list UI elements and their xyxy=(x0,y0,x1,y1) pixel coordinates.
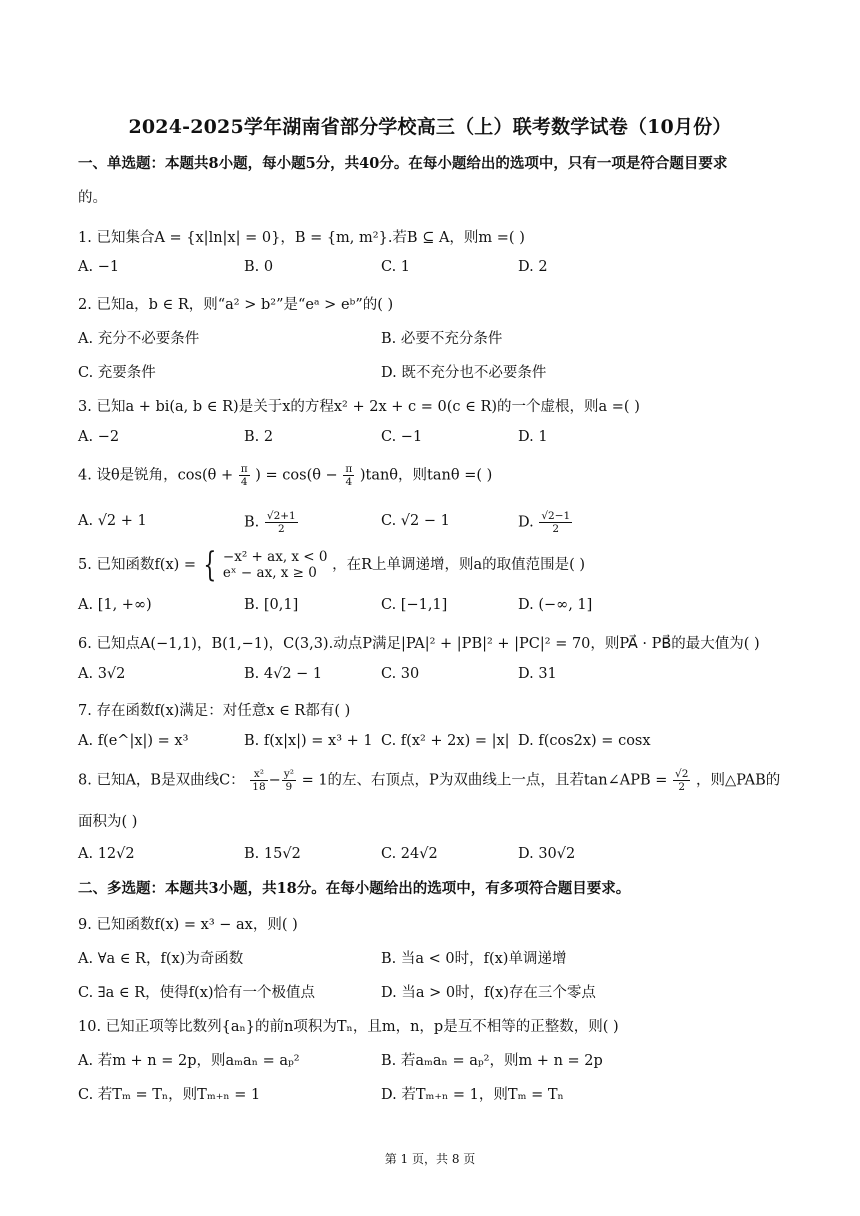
option-a: A. 若m + n = 2p，则aₘaₙ = aₚ² xyxy=(78,1053,300,1069)
option-a: A. ∀a ∈ R，f(x)为奇函数 xyxy=(78,951,244,967)
question-5-text-post: ，在R上单调递增，则a的取值范围是( ) xyxy=(332,557,586,573)
fraction-pi-over-4 xyxy=(343,463,354,488)
fraction-numerator: π xyxy=(240,463,248,475)
fraction-pi-over-4 xyxy=(239,463,250,488)
question-10-options-row1 xyxy=(78,1049,788,1073)
question-8-text-pre: 8. 已知A，B是双曲线C： xyxy=(78,772,245,789)
option-c: C. f(x² + 2x) = |x| xyxy=(381,733,510,749)
question-2-options-row2 xyxy=(78,361,788,385)
question-10: 10. 已知正项等比数列{aₙ}的前n项积为Tₙ，且m，n，p是互不相等的正整数，则( ) xyxy=(78,1019,619,1035)
question-1-options xyxy=(78,259,788,283)
option-b: B. [0,1] xyxy=(244,597,299,613)
question-2-options-row1 xyxy=(78,327,788,351)
option-b: B. 0 xyxy=(244,259,274,275)
fraction-denominator: 9 xyxy=(285,781,293,793)
fraction-numerator: √2−1 xyxy=(541,510,571,522)
question-4-options xyxy=(78,510,788,540)
option-b: B. 若aₘaₙ = aₚ²，则m + n = 2p xyxy=(381,1053,603,1069)
option-d: D. 若Tₘ₊ₙ = 1，则Tₘ = Tₙ xyxy=(381,1087,564,1103)
option-d-fraction xyxy=(539,510,572,535)
fraction-y2-over-9 xyxy=(282,768,296,793)
option-a: A. 12√2 xyxy=(78,846,135,862)
question-10-options-row2 xyxy=(78,1083,788,1107)
option-d xyxy=(518,510,573,535)
option-a: A. f(e^|x|) = x³ xyxy=(78,733,189,749)
question-8-text-post: ，则△PAB的 xyxy=(696,772,781,789)
question-5-options xyxy=(78,597,788,621)
fraction-denominator: 2 xyxy=(277,523,285,535)
option-b: B. f(x|x|) = x³ + 1 xyxy=(244,733,373,749)
page-title: 2024-2025学年湖南省部分学校高三（上）联考数学试卷（10月份） xyxy=(128,116,732,138)
question-8-text-mid: = 1的左、右顶点，P为双曲线上一点，且若tan∠APB = xyxy=(301,772,668,789)
question-8-options xyxy=(78,846,788,870)
fraction-denominator: 4 xyxy=(240,476,248,488)
option-c: C. [−1,1] xyxy=(381,597,448,613)
fraction-denominator: 4 xyxy=(345,476,353,488)
piecewise-cases xyxy=(223,549,328,581)
option-c: C. 1 xyxy=(381,259,411,275)
question-3: 3. 已知a + bi(a, b ∈ R)是关于x的方程x² + 2x + c = 0(c ∈ R)的一个虚根，则a =( ) xyxy=(78,399,640,415)
case-2: eˣ − ax, x ≥ 0 xyxy=(222,565,317,581)
option-a: A. −2 xyxy=(78,429,120,445)
option-b: B. 必要不充分条件 xyxy=(381,331,503,347)
case-1: −x² + ax, x < 0 xyxy=(222,549,328,565)
fraction-numerator: √2+1 xyxy=(266,510,296,522)
fraction-numerator: π xyxy=(345,463,353,475)
question-7: 7. 存在函数f(x)满足：对任意x ∈ R都有( ) xyxy=(78,703,351,719)
option-b: B. 4√2 − 1 xyxy=(244,666,323,682)
section-single-choice-heading: 一、单选题：本题共8小题，每小题5分，共40分。在每小题给出的选项中，只有一项是符合题目要求 xyxy=(78,155,728,172)
option-d: D. 31 xyxy=(518,666,557,682)
option-b xyxy=(244,510,299,535)
question-6: 6. 已知点A(−1,1)，B(1,−1)，C(3,3).动点P满足|PA|² + |PB|² + |PC|² = 70，则PA⃗ · PB⃗的最大值为( ) xyxy=(78,636,760,652)
fraction-root2-over-2 xyxy=(673,768,690,793)
option-d: D. 1 xyxy=(518,429,548,445)
fraction-numerator: x² xyxy=(250,768,267,781)
question-4-text-mid: ) = cos(θ − xyxy=(255,467,338,484)
question-9-options-row2 xyxy=(78,981,788,1005)
option-b: B. 2 xyxy=(244,429,274,445)
question-9: 9. 已知函数f(x) = x³ − ax，则( ) xyxy=(78,917,298,933)
option-a: A. [1, +∞) xyxy=(78,597,152,613)
fraction-numerator: √2 xyxy=(675,768,689,780)
question-4-text-post: )tanθ，则tanθ =( ) xyxy=(359,467,493,484)
option-c: C. −1 xyxy=(381,429,423,445)
option-b: B. 当a < 0时，f(x)单调递增 xyxy=(381,951,567,967)
option-a: A. √2 + 1 xyxy=(78,513,147,529)
section-multi-choice-heading: 二、多选题：本题共3小题，共18分。在每小题给出的选项中，有多项符合题目要求。 xyxy=(78,880,631,897)
left-brace-icon: { xyxy=(203,545,216,585)
option-d: D. 2 xyxy=(518,259,548,275)
section-single-choice-heading-cont: 的。 xyxy=(78,190,107,206)
question-4 xyxy=(78,463,788,488)
option-d: D. 当a > 0时，f(x)存在三个零点 xyxy=(381,985,596,1001)
fraction-numerator: y² xyxy=(283,768,294,780)
option-d: D. 30√2 xyxy=(518,846,576,862)
option-a: A. 充分不必要条件 xyxy=(78,331,200,347)
option-c: C. ∃a ∈ R，使得f(x)恰有一个极值点 xyxy=(78,985,316,1001)
option-a: A. 3√2 xyxy=(78,666,126,682)
question-4-text-pre: 4. 设θ是锐角，cos(θ + xyxy=(78,467,234,484)
question-2: 2. 已知a，b ∈ R，则“a² > b²”是“eᵃ > eᵇ”的( ) xyxy=(78,297,394,313)
option-c: C. √2 − 1 xyxy=(381,513,450,529)
option-c: C. 充要条件 xyxy=(78,365,156,381)
option-d: D. (−∞, 1] xyxy=(518,597,593,613)
option-c: C. 30 xyxy=(381,666,420,682)
option-c: C. 若Tₘ = Tₙ，则Tₘ₊ₙ = 1 xyxy=(78,1087,261,1103)
question-8-cont: 面积为( ) xyxy=(78,814,138,830)
option-d: D. f(cos2x) = cosx xyxy=(518,733,651,749)
option-b: B. 15√2 xyxy=(244,846,301,862)
option-c: C. 24√2 xyxy=(381,846,438,862)
question-1: 1. 已知集合A = {x|ln|x| = 0}，B = {m, m²}.若B ⊆ A，则m =( ) xyxy=(78,230,525,246)
fraction-denominator: 2 xyxy=(552,523,560,535)
option-label: D. xyxy=(518,514,534,531)
option-a: A. −1 xyxy=(78,259,120,275)
fraction-denominator: 2 xyxy=(678,781,686,793)
question-9-options-row1 xyxy=(78,947,788,971)
option-label: B. xyxy=(244,514,260,531)
question-3-options xyxy=(78,429,788,453)
question-7-options xyxy=(78,733,788,757)
fraction-x2-over-18 xyxy=(250,768,267,793)
question-8: 8. 已知A，B是双曲线C： $\frac{\text{x²}}{18}$ − $\frac{\text{y²}}{9}$ = 1的左、右顶点，P为双曲线上一点，且若tan∠APB = $\frac{√2}{2}$ ，则△PAB的 xyxy=(78,768,781,793)
question-5-text-pre: 5. 已知函数f(x) = xyxy=(78,557,197,573)
fraction-denominator: 18 xyxy=(252,781,266,793)
page-footer: 第 1 页，共 8 页 xyxy=(384,1152,476,1166)
option-d: D. 既不充分也不必要条件 xyxy=(381,365,547,381)
option-b-fraction xyxy=(265,510,298,535)
question-6-options xyxy=(78,666,788,690)
question-5 xyxy=(78,545,788,585)
